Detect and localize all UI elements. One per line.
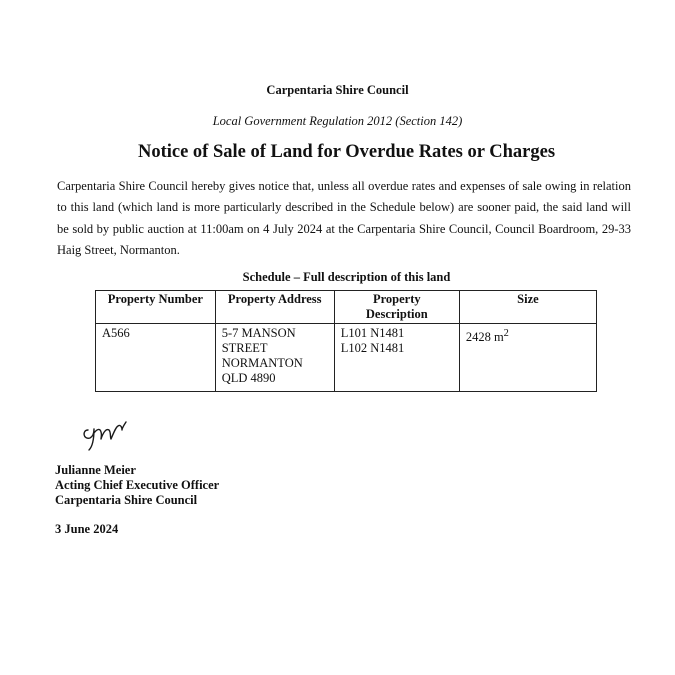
lot-plan-line: L101 N1481 [340, 326, 405, 340]
lot-plan-line: L102 N1481 [340, 341, 405, 355]
notice-date: 3 June 2024 [55, 522, 119, 536]
regulation-reference: Local Government Regulation 2012 (Section 142) [212, 114, 463, 128]
schedule-header-row [96, 291, 597, 324]
signatory-block [55, 463, 219, 509]
notice-body-paragraph: Carpentaria Shire Council hereby gives notice that, unless all overdue rates and expenses of sale owing in relation to this land (which land is more particularly described in the Schedule below) are sooner paid, the said land will be sold by public auction at 11:00am on 4 July 2024 at the Carpentaria Shire Council, Council Boardroom, 29-33 Haig Street, Normanton. [57, 179, 631, 258]
table-row [96, 324, 597, 392]
council-name-heading: Carpentaria Shire Council [266, 83, 409, 97]
signatory-position: Acting Chief Executive Officer [55, 478, 220, 493]
notice-title: Notice of Sale of Land for Overdue Rates or Charges [137, 142, 556, 162]
column-header-property-number: Property Number [96, 291, 216, 324]
handwritten-signature [80, 416, 142, 452]
signatory-name: Julianne Meier [55, 463, 136, 477]
column-header-size: Size [459, 291, 596, 324]
schedule-table [95, 290, 597, 392]
column-header-property-description: Property Description [334, 291, 459, 324]
address-line: QLD 4890 [221, 371, 276, 385]
size-value: 2428 m [465, 330, 504, 345]
column-header-property-address: Property Address [215, 291, 334, 324]
signatory-organisation: Carpentaria Shire Council [55, 493, 198, 508]
address-line: STREET [221, 341, 268, 355]
address-line: 5-7 MANSON [221, 326, 296, 340]
property-description-cell [334, 324, 459, 392]
property-address-cell [215, 324, 334, 392]
schedule-caption: Schedule – Full description of this land [242, 270, 451, 284]
size-unit-superscript: 2 [503, 328, 509, 339]
size-cell [459, 324, 596, 392]
property-number-cell: A566 [96, 324, 216, 392]
address-line: NORMANTON [221, 356, 303, 370]
